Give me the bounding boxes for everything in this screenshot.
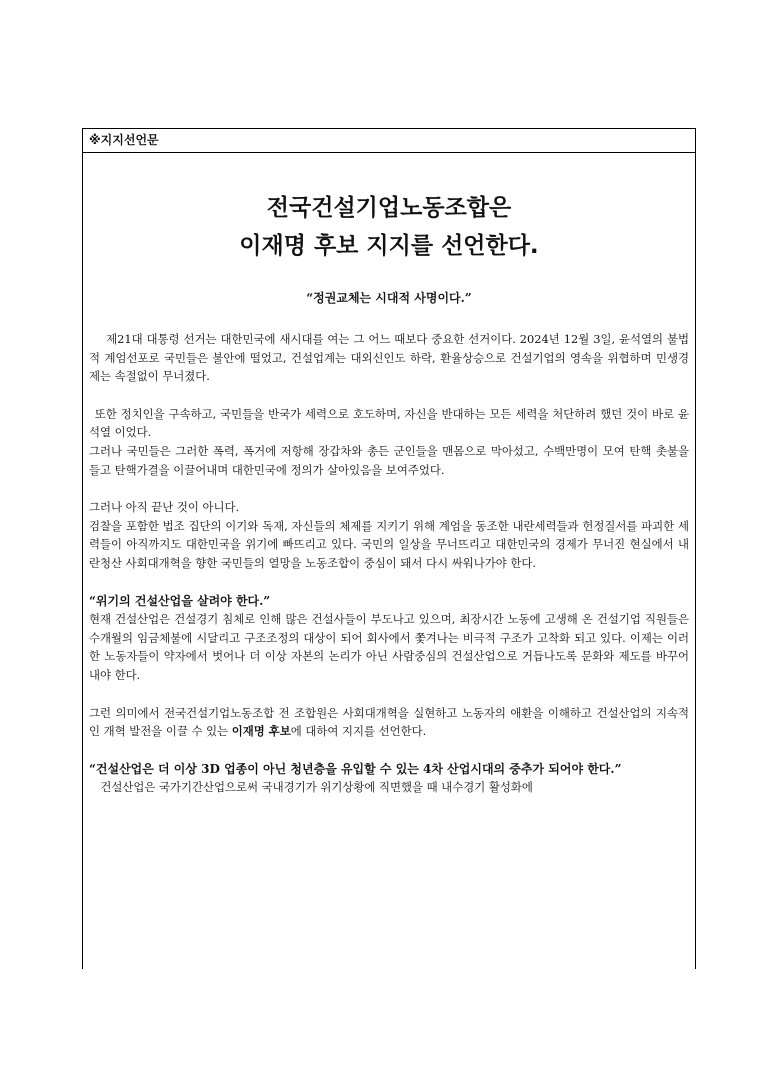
slogan: “정권교체는 시대적 사명이다.” xyxy=(306,291,472,305)
paragraph: 건설산업은 국가기간산업으로써 국내경기가 위기상황에 직면했을 때 내수경기 활성화에 xyxy=(100,780,533,795)
paragraph: 또한 정치인을 구속하고, 국민들을 반국가 세력으로 호도하며, 자신을 반대하는 모든 세력을 처단하려 했던 것이 바로 윤석열 이었다. xyxy=(89,406,689,440)
title-line-1: 전국건설기업노동조합은 xyxy=(266,195,512,221)
page-title xyxy=(83,189,695,265)
candidate-name: 이재명 후보 xyxy=(231,724,291,739)
title-line-2: 이재명 후보 지지를 선언한다. xyxy=(239,233,539,259)
paragraph: 제21대 대통령 선거는 대한민국에 새시대를 여는 그 어느 때보다 중요한 선거이다. 2024년 12월 3일, 윤석열의 불법적 계엄선포로 국민들은 불안에 떨었고, 건설업계는 대외신인도 하락, 환율상승으로 건설기업의 영속을 위협하며 민생경제는 속절없이 무너졌다. xyxy=(89,332,689,384)
document-label: ※지지선언문 xyxy=(83,129,695,153)
section-heading: “건설산업은 더 이상 3D 업종이 아닌 청년층을 유입할 수 있는 4차 산업시대의 중추가 되어야 한다.” xyxy=(89,761,622,776)
document-frame xyxy=(82,128,696,969)
paragraph: 그러나 국민들은 그러한 폭력, 폭거에 저항해 장갑차와 총든 군인들을 맨몸으로 막아섰고, 수백만명이 모여 탄핵 촛불을 들고 탄핵가결을 이끌어내며 대한민국에 정의가 살아있음을 보여주었다. xyxy=(89,443,689,477)
paragraph xyxy=(89,704,689,741)
section-heading: “위기의 건설산업을 살려야 한다.” xyxy=(89,593,271,608)
paragraph: 그러나 아직 끝난 것이 아니다. xyxy=(89,500,240,515)
paragraph-text: 에 대하여 지지를 선언한다. xyxy=(290,724,427,739)
document-body xyxy=(83,330,695,797)
paragraph-text: 그런 의미에서 전국건설기업노동조합 전 조합원은 사회대개혁을 실현하고 노동자의 애환을 이해하고 건설산업의 지속적인 개혁 발전을 이끌 수 있는 xyxy=(89,705,689,739)
paragraph: 검찰을 포함한 법조 집단의 이기와 독재, 자신들의 체제를 지키기 위해 계엄을 동조한 내란세력들과 헌정질서를 파괴한 세력들이 아직까지도 대한민국을 위기에 빠뜨리고 있다. 국민의 일상을 무너뜨리고 대한민국의 경제가 무너진 현실에서 내란청산 사회대개혁을 향한 국민들의 열망을 노동조합이 중심이 돼서 다시 싸워나가야 한다. xyxy=(89,518,689,570)
paragraph: 현재 건설산업은 건설경기 침체로 인해 많은 건설사들이 부도나고 있으며, 최장시간 노동에 고생해 온 건설기업 직원들은 수개월의 임금체불에 시달리고 구조조정의 대상이 되어 회사에서 쫓겨나는 비극적 구조가 고착화 되고 있다. 이제는 이러한 노동자들이 약자에서 벗어나 더 이상 자본의 논리가 아닌 사람중심의 건설산업으로 거듭나도록 문화와 제도를 바꾸어내야 한다. xyxy=(89,612,689,682)
